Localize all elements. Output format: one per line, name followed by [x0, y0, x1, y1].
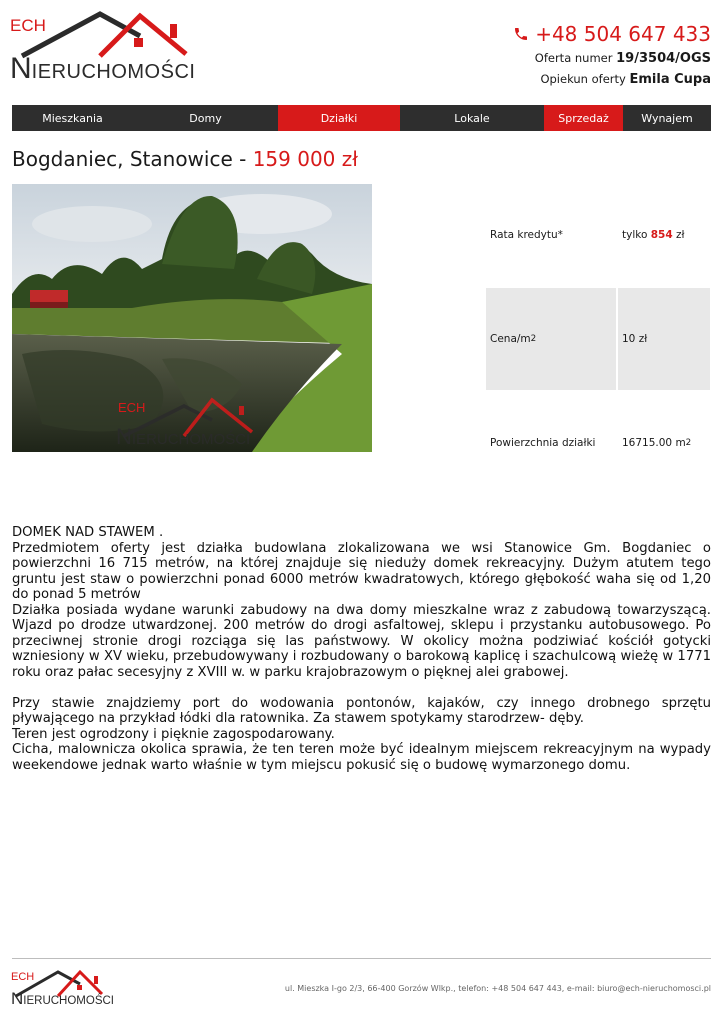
- phone-line[interactable]: [513, 22, 711, 46]
- listing-description: [12, 525, 711, 773]
- price-m2-value: 10 zł: [618, 288, 710, 390]
- detail-row-area: [486, 392, 710, 494]
- nav-item-lokale[interactable]: Lokale: [454, 111, 490, 125]
- area-label: Powierzchnia działki: [490, 437, 596, 449]
- credit-value: tylko 854 zł: [622, 229, 685, 241]
- nav-item-domy[interactable]: Domy: [189, 111, 222, 125]
- phone-number[interactable]: +48 504 647 433: [535, 22, 711, 46]
- contact-block: [513, 22, 711, 88]
- listing-photo[interactable]: [12, 184, 372, 452]
- company-logo[interactable]: [10, 10, 196, 85]
- listing-title: [12, 147, 358, 171]
- detail-row-price-m2: [486, 288, 710, 390]
- details-table: [486, 184, 710, 496]
- logo-ech-text: ECH: [10, 16, 46, 35]
- logo-wordmark: NIERUCHOMOŚCI: [10, 52, 196, 85]
- nav-item-mieszkania[interactable]: Mieszkania: [42, 111, 103, 125]
- description-paragraph: Teren jest ogrodzony i pięknie zagospodarowany.: [12, 726, 335, 742]
- footer-logo-wordmark: NIERUCHOMOŚCI: [11, 989, 115, 1008]
- pond-landscape-image: [12, 184, 372, 452]
- description-heading: DOMEK NAD STAWEM .: [12, 525, 164, 540]
- phone-icon: [513, 26, 529, 42]
- footer-logo-ech: ECH: [11, 971, 35, 983]
- listing-location: Bogdaniec, Stanowice -: [12, 147, 253, 171]
- description-paragraph: Działka posiada wydane warunki zabudowy na dwa domy mieszkalne wraz z zabudową towarzyszącą. Wjazd po drodze utwardzonej. 200 metrów do drogi asfaltowej, sklepu i przystanku autobusowego. Po przeciwnej stronie drogi rozciąga się las państwowy. W okolicy można podziwiać kościół gotycki wzniesiony w XV wieku, przebudowywany i rozbudowany o barokową kaplicę i szachulcową wieżę w 1771 roku oraz pałac secesyjny z XVIII w. w parku krajobrazowym o pięknej alei grabowej.: [12, 602, 711, 680]
- agent-name: Emila Cupa: [629, 72, 711, 87]
- price-m2-label: Cena/m 2: [486, 288, 616, 390]
- agent-line: Opiekun oferty Emila Cupa: [540, 72, 711, 87]
- footer-divider: [12, 958, 711, 959]
- description-paragraph: Cicha, malownicza okolica sprawia, że ten teren może być idealnym miejscem rekreacyjnym na wypady weekendowe jednak warto właśnie w tym miejscu pokusić się o budowę wymarzonego domu.: [12, 742, 711, 773]
- watermark-wordmark: NIERUCHOMOŚCI: [116, 424, 251, 449]
- nav-item-wynajem[interactable]: Wynajem: [641, 111, 693, 125]
- nav-item-dzialki[interactable]: Działki: [278, 105, 400, 131]
- credit-label: Rata kredytu*: [490, 229, 563, 241]
- footer-address: ul. Mieszka I-go 2/3, 66-400 Gorzów Wlkp., telefon: +48 504 647 443, e-mail: biuro@ech-nieruchomosci.pl: [284, 984, 711, 993]
- area-value: 16715.00 m 2: [622, 437, 692, 449]
- offer-number-line: Oferta numer 19/3504/OGS: [534, 51, 711, 66]
- listing-price: 159 000 zł: [252, 147, 358, 171]
- detail-row-credit: [486, 184, 710, 286]
- main-navigation: [12, 105, 711, 131]
- offer-number: 19/3504/OGS: [616, 51, 711, 66]
- footer-logo[interactable]: [10, 968, 115, 1012]
- description-paragraph: Przedmiotem oferty jest działka budowlana zlokalizowana we wsi Stanowice Gm. Bogdaniec o powierzchni 16 715 metrów, na której znajduje się nieduży domek rekreacyjny. Dużym atutem tego gruntu jest staw o powierzchni ponad 6000 metrów kwadratowych, którego głębokość waha się od 1,20 do ponad 5 metrów: [12, 540, 711, 602]
- nav-item-sprzedaz[interactable]: Sprzedaż: [544, 105, 623, 131]
- description-paragraph: Przy stawie znajdziemy port do wodowania pontonów, kajaków, czy innego drobnego sprzętu pływającego na przykład łódki dla ratownika. Za stawem spotykamy starodrzew- dęby.: [12, 695, 711, 726]
- watermark-ech: ECH: [118, 400, 146, 415]
